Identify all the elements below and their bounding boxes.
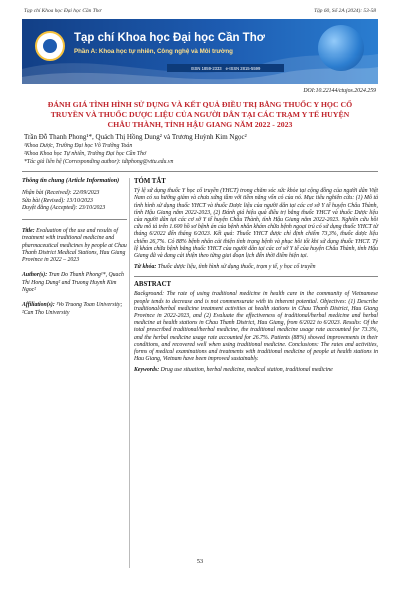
header-divider — [22, 171, 378, 172]
english-affiliation-block — [22, 302, 127, 317]
article-title: ĐÁNH GIÁ TÌNH HÌNH SỬ DỤNG VÀ KẾT QUẢ ĐIỀU TRỊ BẰNG THUỐC Y HỌC CỔ TRUYỀN VÀ THUỐC DƯỢC LIỆU CỦA NGƯỜI DÂN TẠI CÁC TRẠM Y TẾ HUYỆN CHÂU THÀNH, TỈNH HẬU GIANG NĂM 2022 - 2023 — [47, 100, 353, 129]
english-affiliation-text: ¹Vo Truong Toan University; ²Can Tho University — [22, 302, 123, 316]
info-divider — [22, 219, 127, 220]
english-authors-label: Author(s): — [22, 272, 48, 279]
english-title-block — [22, 228, 127, 264]
running-head-issue: Tập 60, Số 2A (2024): 53-58 — [314, 8, 376, 14]
affiliation-1: ¹Khoa Dược, Trường Đại học Võ Trường Toản — [24, 143, 133, 149]
en-abstract-body: Background: The rate of using traditional medicine in health care in the community of Vietnamese people tends to decrease and is not commensurate with its inherent potential. Objectives: (1) Describe traditional/herbal medicine treatment activities at health stations in Chau Thanh District, Hau Giang Province in 2022-2023, and (2) Evaluate the effectiveness of traditional/herbal medicine and herbal medicine at health stations in Chau Thanh District, Hau Giang, from 6/2022 to 6/2023. Results: Of the total prescribed traditional/herbal medicine, the traditional medicine usage rate accounted for 73.3%, and the herbal medicine usage rate accounted for 26.7%. Patients (88%) showed improvements in their conditions, and recovered well when using traditional medicine. Conclusions: The rates and activities, forms of medical examinations and treatments with traditional medicine of people at health stations in Hau Giang, Vietnam have been improved sustainably. — [134, 291, 378, 363]
authors: Trần Đỗ Thanh Phong¹*, Quách Thị Hồng Dung² và Trương Huỳnh Kim Ngọc² — [24, 133, 247, 141]
article-info-column — [22, 178, 127, 317]
english-title-text: Evaluation of the use and results of treatment with traditional medicine and pharmaceutical medicines by people at Chau Thanh District Medical Stations, Hau Giang Province in 2022 – 2023 — [22, 227, 127, 264]
english-authors-block — [22, 272, 127, 294]
received-date: Nhận bài (Received): 22/09/2023 — [22, 190, 100, 197]
en-keywords — [134, 367, 378, 374]
vi-abstract-heading: TÓM TẮT — [134, 178, 166, 185]
vi-keywords — [134, 264, 378, 271]
corresponding-author: *Tác giả liên hệ (Corresponding author): tdtphong@vttu.edu.vn — [24, 159, 174, 165]
revised-date: Sửa bài (Revised): 13/10/2023 — [22, 197, 93, 204]
university-logo — [35, 31, 65, 61]
accepted-date: Duyệt đăng (Accepted): 23/10/2023 — [22, 204, 106, 211]
doi: DOI:10.22144/ctujos.2024.259 — [303, 88, 376, 94]
issn-print: ISSN 1859-2333 — [190, 65, 222, 71]
vi-keywords-label: Từ khóa: — [134, 264, 157, 271]
column-divider — [129, 178, 130, 568]
banner-journal-title: Tạp chí Khoa học Đại học Cần Thơ — [74, 32, 265, 44]
english-affiliation-label: Affiliation(s): — [22, 302, 55, 309]
en-abstract-heading: ABSTRACT — [134, 281, 172, 289]
issn-online: e-ISSN 2815-5599 — [225, 65, 261, 71]
vi-abstract-body: Tỷ lệ sử dụng thuốc Y học cổ truyền (YHCT) trong chăm sóc sức khỏe tại cộng đồng của người dân Việt Nam có xu hướng giảm và chưa xứng tầm với tiềm năng vốn có của nó. Mục tiêu nghiên cứu: (1) Mô tả tình hình sử dụng thuốc YHCT và thuốc Dược liệu của người dân tại các cơ sở Y tế huyện Châu Thành, tỉnh Hậu Giang năm 2022-2023, (2) Đánh giá hiệu quả điều trị bằng thuốc YHCT và thuốc Dược liệu của người dân tại các cơ sở Y tế huyện Châu Thành, tỉnh Hậu Giang năm 2022-2023. Nghiên cứu hồi cứu mô tả trên 1.600 hồ sơ bệnh án của bệnh nhân khám chữa bệnh ngoại trú có sử dụng thuốc YHCT từ tháng 6/2022 đến tháng 6/2023. Kết quả: Thuốc YHCT được chỉ định chiếm 73,3%, thuốc dược liệu chiếm 26,7%. Có 88% bệnh nhân cải thiện tình trạng bệnh và phục hồi tốt khi sử dụng thuốc YHCT. Tỷ lệ khám chữa bệnh bằng thuốc YHCT của người dân tại các cơ sở Y tế của huyện Châu Thành, tỉnh Hậu Giang đã và đang cải thiện theo từng giai đoạn lịch đến thời điểm hiện tại. — [134, 188, 378, 260]
abstract-divider — [134, 276, 378, 277]
banner-section: Phần A: Khoa học tự nhiên, Công nghệ và Môi trường — [74, 48, 233, 55]
vi-keywords-text: Thuốc dược liệu, tình hình sử dụng thuốc, trạm y tế, y học cổ truyền — [157, 264, 316, 271]
en-keywords-text: Drug use situation, herbal medicine, medical station, traditional medicine — [160, 367, 333, 374]
globe-graphic — [318, 25, 364, 71]
running-head-journal: Tạp chí Khoa học Đại học Cần Thơ — [24, 8, 102, 14]
running-head — [24, 8, 376, 18]
article-info-heading: Thông tin chung (Article Information) — [22, 178, 120, 184]
page-number: 53 — [196, 558, 204, 565]
journal-banner — [22, 19, 378, 84]
affiliation-2: ²Khoa Khoa học Tự nhiên, Trường Đại học Cần Thơ — [24, 151, 147, 157]
english-title-label: Title: — [22, 227, 35, 234]
abstract-column — [134, 178, 378, 375]
english-authors-text: Tran Do Thanh Phong¹*, Quach Thi Hong Dung² and Truong Huynh Kim Ngoc² — [22, 272, 124, 294]
en-keywords-label: Keywords: — [134, 367, 160, 374]
banner-issn — [167, 64, 284, 72]
